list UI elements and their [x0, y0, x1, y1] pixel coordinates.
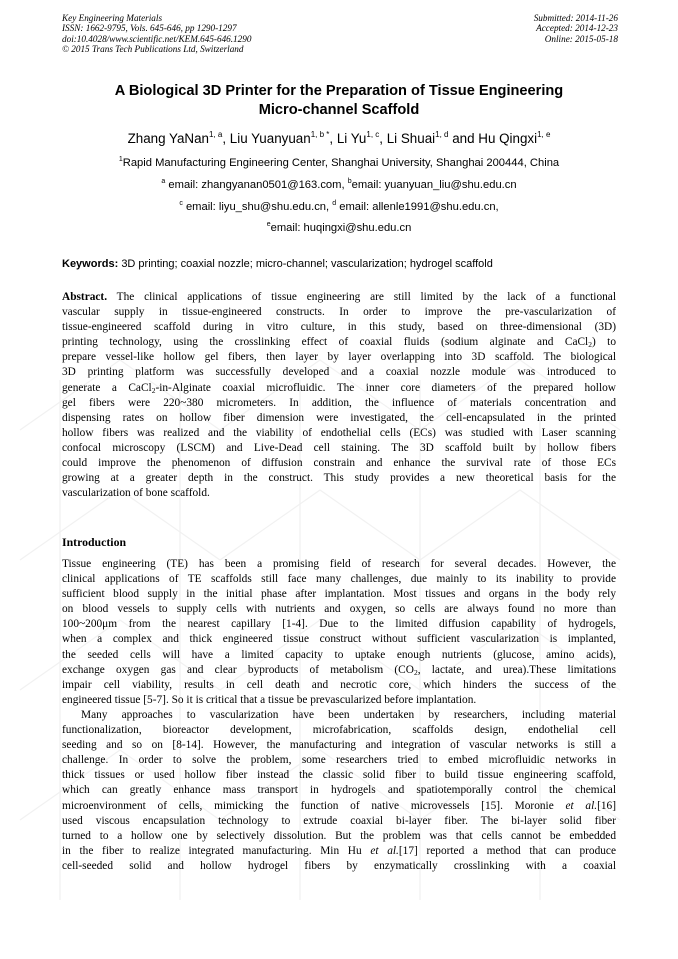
- intro-line: when a complex and thick engineered tissue construct without sufficient vascularization is implanted,: [62, 633, 616, 646]
- abstract-line: tissue-engineered scaffold during in vitro culture, in this study, based on three-dimensional (3D): [62, 321, 616, 334]
- abstract-line: printing technology, using the crosslinking effect of coaxial fluids (sodium alginate and CaCl$_2$) to: [62, 336, 616, 350]
- author-separator: ,: [379, 131, 387, 146]
- intro-line: exchange oxygen gas and clear byproducts of metabolism ($CO_2$, lactate, and urea).These limitations: [62, 663, 616, 677]
- email-mark: c: [179, 200, 183, 207]
- affiliation: [0, 156, 678, 170]
- author-affiliation-mark: 1, d: [435, 130, 449, 139]
- affiliation-mark: 1: [118, 156, 123, 163]
- abstract-line: 3D printing platform was successfully developed and a coaxial nozzle module was introduced to: [62, 366, 616, 379]
- author-name: Li Yu: [336, 131, 367, 146]
- intro-line: cell-seeded solid and hollow hydrogel fibers by enzymatically crosslinking with a coaxial: [62, 859, 616, 872]
- email-mark: d: [332, 200, 337, 207]
- abstract-line: gel fibers were 220~380 micrometers. In addition, the influence of materials concentration and: [62, 396, 616, 409]
- paper-title-line: Micro-channel Scaffold: [258, 102, 420, 118]
- author-name: Zhang YaNan: [127, 131, 209, 146]
- email-line: [0, 178, 678, 192]
- email-line: [0, 221, 678, 235]
- email-d: email: allenle1991@shu.edu.cn,: [339, 201, 499, 213]
- email-mark: b: [347, 178, 352, 185]
- intro-line: on blood vessels to supply cells with nutrients and oxygen, so cells are always found no more than: [62, 603, 616, 616]
- author-name: Hu Qingxi: [478, 131, 538, 146]
- intro-line: engineered tissue [5-7]. So it is critical that a tissue be prevascularized before implantation.: [62, 693, 477, 706]
- author-affiliation-mark: 1, b *: [310, 130, 330, 139]
- author-name: Liu Yuanyuan: [229, 131, 311, 146]
- keywords-text: 3D printing; coaxial nozzle; micro-channel; vascularization; hydrogel scaffold: [121, 258, 493, 270]
- intro-line: which can greatly enhance mass transport in hydrogels and spatiotemporally control the chemical: [62, 784, 616, 797]
- author-separator: ,: [222, 131, 230, 146]
- email-c: email: liyu_shu@shu.edu.cn,: [185, 201, 330, 213]
- abstract-line: vascular supply in tissue-engineered constructs. In order to improve the pre-vascularization of: [62, 306, 616, 319]
- intro-line: used viscous encapsulation technology to extrude coaxial bi-layer fiber. The bi-layer solid fiber: [62, 814, 616, 827]
- author-separator: and: [448, 131, 479, 146]
- paper-title-line: A Biological 3D Printer for the Preparation of Tissue Engineering: [114, 83, 564, 99]
- journal-name: Key Engineering Materials: [62, 13, 163, 23]
- intro-line: functionalization, bioreactor development, microfabrication, scaffolds design, endothelial cell: [62, 724, 616, 737]
- email-line: [0, 200, 678, 214]
- intro-line: Many approaches to vascularization have been undertaken by researchers, including material: [81, 708, 616, 721]
- abstract-line: vascularization of bone scaffold.: [62, 487, 210, 500]
- journal-doi: doi:10.4028/www.scientific.net/KEM.645-646.1290: [62, 33, 252, 44]
- submitted-date: Submitted: 2014-11-26: [533, 13, 618, 23]
- author-affiliation-mark: 1, e: [537, 130, 551, 139]
- abstract-line: generate a CaCl$_2$-in-Alginate coaxial microfluidic. The inner core diameters of the prepared hollow: [62, 381, 616, 395]
- intro-line: sufficient blood supply in the initial phase after implantation. Most tissues and organs in the body rely: [62, 588, 616, 601]
- abstract-label: Abstract.: [62, 291, 108, 303]
- keywords: [62, 257, 622, 271]
- abstract-line: Abstract. The clinical applications of tissue engineering are still limited by the lack of a functional: [62, 291, 616, 303]
- author-name: Li Shuai: [386, 131, 436, 146]
- intro-line: the seeded cells will have a limited capacity to uptake enough nutrients (glucose, amino acids),: [62, 648, 616, 661]
- email-b: email: yuanyuan_liu@shu.edu.cn: [351, 179, 517, 191]
- intro-line: seeding and so on [8-14]. However, the manufacturing and integration of vascular networks is still a: [62, 739, 616, 752]
- abstract-line: could improve the phenomenon of diffusion constrain and enhance the survival rate of those ECs: [62, 457, 616, 470]
- intro-line: turned to a hollow one by selectively dissolution. But the problem was that cells cannot be embedded: [62, 829, 616, 842]
- submission-dates: [534, 13, 618, 44]
- journal-info: [62, 13, 251, 55]
- intro-line: clinical applications of TE scaffolds still face many challenges, due mainly to its inability to provide: [62, 573, 616, 586]
- intro-line: challenge. In order to solve the problem, some researchers tried to embed microfluidic networks in: [62, 754, 616, 767]
- abstract-line: growing at a greater depth in the construct. This study provides a new theoretical basis for the: [62, 472, 616, 485]
- email-e: email: huqingxi@shu.edu.cn: [270, 222, 412, 234]
- email-mark: e: [266, 221, 271, 228]
- intro-line: in the fiber to realize integrated manufacturing. Min Hu et al.[17] reported a method that can produce: [62, 844, 616, 857]
- abstract: [62, 290, 616, 501]
- intro-line: impair cell viability, results in cell death and necrotic core, which hinders the success of the: [62, 678, 616, 691]
- abstract-line: prepare vessel-like hollow gel fibers, then layer by layer overlapping into 3D scaffold. The biological: [62, 351, 616, 364]
- introduction-body: [62, 557, 616, 874]
- abstract-line: confocal microscopy (LSCM) and Live-Dead cell staining. The 3D scaffold built by hollow fibers: [62, 441, 616, 454]
- section-heading-introduction: Introduction: [62, 535, 127, 549]
- author-affiliation-mark: 1, a: [208, 130, 223, 139]
- journal-copyright: © 2015 Trans Tech Publications Ltd, Switzerland: [62, 44, 244, 55]
- abstract-line: hollow fibers was realized and the viability of endothelial cells (ECs) was studied with Laser scanning: [62, 426, 616, 439]
- author-list: [0, 130, 678, 148]
- accepted-date: Accepted: 2014-12-23: [536, 23, 618, 34]
- intro-line: 100~200μm from the nearest capillary [1-4]. Due to the limited diffusion capability of hydrogels,: [62, 618, 616, 631]
- abstract-line: dispensing rates on hollow fiber dimension were investigated, the cell-encapsulated in the printed: [62, 411, 616, 424]
- online-date: Online: 2015-05-18: [544, 33, 618, 44]
- paper-title: [0, 82, 678, 120]
- email-a: email: zhangyanan0501@163.com,: [168, 179, 345, 191]
- keywords-label: Keywords:: [62, 258, 119, 270]
- journal-issn: ISSN: 1662-9795, Vols. 645-646, pp 1290-1297: [62, 23, 237, 34]
- intro-line: microenvironment of cells, mimicking the function of native microvessels [15]. Moronie et al.[16]: [62, 799, 616, 812]
- author-separator: ,: [329, 131, 337, 146]
- intro-line: Tissue engineering (TE) has been a promising field of research for several decades. However, the: [62, 558, 616, 570]
- affiliation-text: Rapid Manufacturing Engineering Center, Shanghai University, Shanghai 200444, China: [122, 157, 560, 169]
- email-mark: a: [161, 178, 166, 185]
- author-affiliation-mark: 1, c: [366, 130, 380, 139]
- intro-line: thick tissues or used hollow fiber instead the classic solid fiber to build tissue engineering scaffold,: [62, 769, 616, 782]
